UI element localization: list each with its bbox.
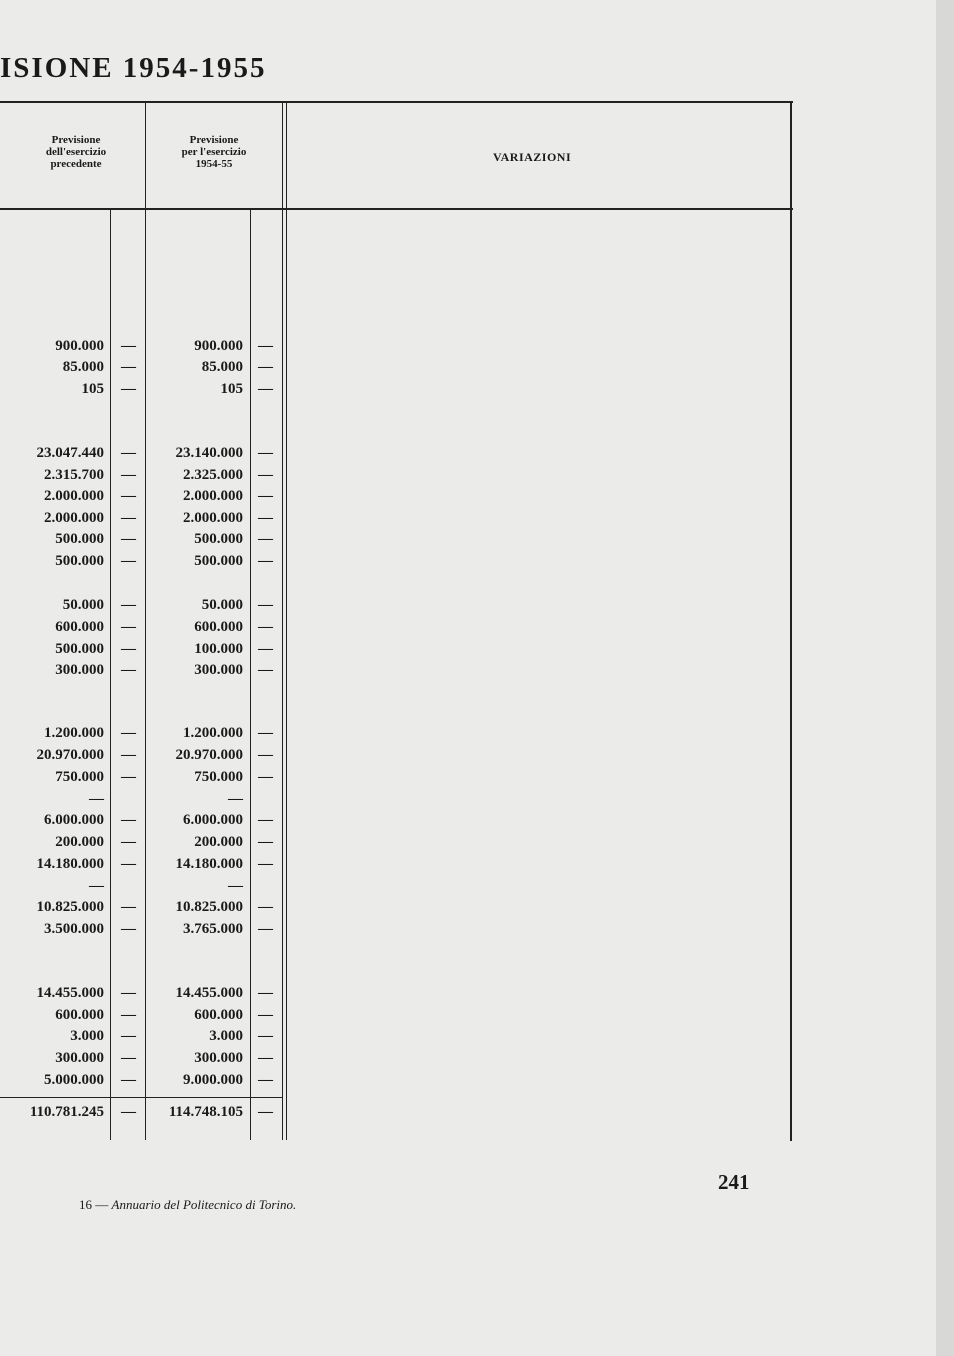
prev-year-value: 600.000 — [55, 1007, 104, 1023]
prev-year-value: 2.315.700 — [44, 467, 104, 483]
current-year-value: 105 — [220, 381, 243, 397]
prev-year-value: — — [89, 791, 104, 807]
current-year-value: 2.325.000 — [183, 467, 243, 483]
current-year-variation-dash: — — [258, 725, 273, 741]
prev-year-variation-dash: — — [121, 381, 136, 397]
footer-caption: 16 — Annuario del Politecnico di Torino. — [79, 1197, 297, 1212]
prev-year-value: 500.000 — [55, 553, 104, 569]
prev-year-variation-dash: — — [121, 725, 136, 741]
prev-year-value: 105 — [81, 381, 104, 397]
current-year-variation-dash: — — [258, 1007, 273, 1023]
current-year-value: 600.000 — [194, 619, 243, 635]
prev-year-value: 1.200.000 — [44, 725, 104, 741]
current-year-value: 500.000 — [194, 553, 243, 569]
prev-year-value: 500.000 — [55, 531, 104, 547]
current-year-variation-dash: — — [258, 1050, 273, 1066]
prev-year-value: 750.000 — [55, 769, 104, 785]
current-year-variation-dash: — — [258, 641, 273, 657]
prev-year-value: 500.000 — [55, 641, 104, 657]
prev-year-variation-dash: — — [121, 769, 136, 785]
current-year-value: 9.000.000 — [183, 1072, 243, 1088]
prev-year-value: 3.500.000 — [44, 921, 104, 937]
current-year-value: 50.000 — [201, 597, 243, 613]
prev-year-variation-dash: — — [121, 662, 136, 678]
prev-year-variation-dash: — — [121, 467, 136, 483]
current-year-variation-dash: — — [258, 488, 273, 504]
current-year-value: 3.000 — [209, 1028, 243, 1044]
current-year-value: — — [228, 878, 243, 894]
current-year-value: 2.000.000 — [183, 488, 243, 504]
prev-year-value: 300.000 — [55, 1050, 104, 1066]
prev-year-variation-dash: — — [121, 747, 136, 763]
current-year-value: 1.200.000 — [183, 725, 243, 741]
current-year-variation-dash: — — [258, 921, 273, 937]
header-variazioni: VARIAZIONI — [493, 150, 572, 164]
current-year-value: 3.765.000 — [183, 921, 243, 937]
current-year-variation-dash: — — [258, 662, 273, 678]
current-year-variation-dash: — — [258, 467, 273, 483]
prev-year-variation-dash: — — [121, 553, 136, 569]
current-year-value: 900.000 — [194, 338, 243, 354]
prev-year-variation-dash: — — [121, 359, 136, 375]
prev-year-variation-dash: — — [121, 597, 136, 613]
current-year-variation-dash: — — [258, 747, 273, 763]
prev-year-value: 200.000 — [55, 834, 104, 850]
prev-year-variation-dash: — — [121, 1104, 136, 1120]
current-year-value: 20.970.000 — [175, 747, 243, 763]
prev-year-variation-dash: — — [121, 856, 136, 872]
prev-year-value: 110.781.245 — [29, 1104, 104, 1120]
current-year-variation-dash: — — [258, 359, 273, 375]
current-year-value: 200.000 — [194, 834, 243, 850]
prev-year-variation-dash: — — [121, 338, 136, 354]
prev-year-variation-dash: — — [121, 985, 136, 1001]
current-year-variation-dash: — — [258, 769, 273, 785]
prev-year-value: 2.000.000 — [44, 488, 104, 504]
header-current-year: Previsione per l'esercizio 1954-55 — [181, 134, 247, 170]
current-year-value: 14.180.000 — [175, 856, 243, 872]
prev-year-value: 14.455.000 — [36, 985, 104, 1001]
prev-year-variation-dash: — — [121, 510, 136, 526]
current-year-value: 6.000.000 — [183, 812, 243, 828]
prev-year-value: 20.970.000 — [36, 747, 104, 763]
current-year-value: 10.825.000 — [175, 899, 243, 915]
prev-year-value: — — [89, 878, 104, 894]
current-year-value: 100.000 — [194, 641, 243, 657]
current-year-variation-dash: — — [258, 856, 273, 872]
page-number: 241 — [718, 1170, 750, 1194]
current-year-variation-dash: — — [258, 1104, 273, 1120]
prev-year-variation-dash: — — [121, 531, 136, 547]
prev-year-variation-dash: — — [121, 1007, 136, 1023]
current-year-variation-dash: — — [258, 1072, 273, 1088]
prev-year-variation-dash: — — [121, 921, 136, 937]
current-year-value: 85.000 — [201, 359, 243, 375]
current-year-variation-dash: — — [258, 619, 273, 635]
prev-year-value: 300.000 — [55, 662, 104, 678]
prev-year-variation-dash: — — [121, 812, 136, 828]
prev-year-variation-dash: — — [121, 899, 136, 915]
current-year-value: 14.455.000 — [175, 985, 243, 1001]
prev-year-variation-dash: — — [121, 1050, 136, 1066]
current-year-value: — — [228, 791, 243, 807]
prev-year-value: 900.000 — [55, 338, 104, 354]
page-title: ISIONE 1954-1955 — [0, 52, 267, 84]
prev-year-value: 85.000 — [62, 359, 104, 375]
current-year-variation-dash: — — [258, 899, 273, 915]
current-year-variation-dash: — — [258, 338, 273, 354]
current-year-value: 300.000 — [194, 662, 243, 678]
current-year-value: 114.748.105 — [168, 1104, 243, 1120]
prev-year-variation-dash: — — [121, 488, 136, 504]
prev-year-value: 14.180.000 — [36, 856, 104, 872]
prev-year-variation-dash: — — [121, 1028, 136, 1044]
current-year-variation-dash: — — [258, 381, 273, 397]
prev-year-variation-dash: — — [121, 834, 136, 850]
current-year-variation-dash: — — [258, 985, 273, 1001]
prev-year-value: 600.000 — [55, 619, 104, 635]
prev-year-variation-dash: — — [121, 641, 136, 657]
current-year-variation-dash: — — [258, 445, 273, 461]
current-year-variation-dash: — — [258, 553, 273, 569]
current-year-variation-dash: — — [258, 510, 273, 526]
prev-year-value: 3.000 — [70, 1028, 104, 1044]
current-year-value: 23.140.000 — [175, 445, 243, 461]
current-year-value: 500.000 — [194, 531, 243, 547]
current-year-variation-dash: — — [258, 531, 273, 547]
current-year-variation-dash: — — [258, 834, 273, 850]
current-year-variation-dash: — — [258, 597, 273, 613]
current-year-value: 750.000 — [194, 769, 243, 785]
current-year-value: 600.000 — [194, 1007, 243, 1023]
prev-year-variation-dash: — — [121, 1072, 136, 1088]
current-year-value: 300.000 — [194, 1050, 243, 1066]
prev-year-value: 2.000.000 — [44, 510, 104, 526]
current-year-variation-dash: — — [258, 1028, 273, 1044]
prev-year-variation-dash: — — [121, 445, 136, 461]
current-year-variation-dash: — — [258, 812, 273, 828]
prev-year-variation-dash: — — [121, 619, 136, 635]
prev-year-value: 6.000.000 — [44, 812, 104, 828]
current-year-value: 2.000.000 — [183, 510, 243, 526]
prev-year-value: 23.047.440 — [36, 445, 104, 461]
prev-year-value: 10.825.000 — [36, 899, 104, 915]
prev-year-value: 50.000 — [62, 597, 104, 613]
prev-year-value: 5.000.000 — [44, 1072, 104, 1088]
header-previous-year: Previsione dell'esercizio precedente — [45, 134, 107, 170]
